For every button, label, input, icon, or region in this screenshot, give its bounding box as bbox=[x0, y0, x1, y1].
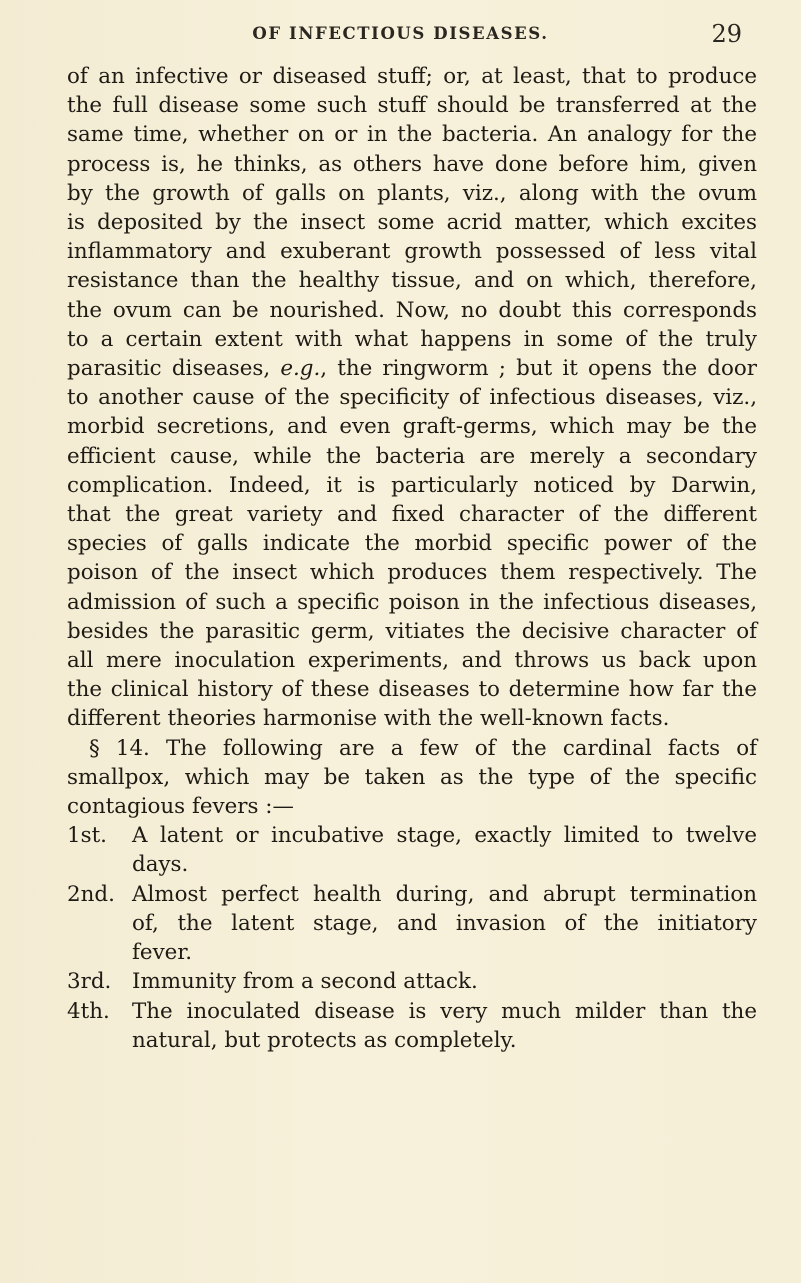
text-line: Immunity from a second attack. bbox=[132, 969, 478, 995]
text-line: that the great variety and fixed character of the different bbox=[67, 502, 757, 528]
text-line: resistance than the healthy tissue, and on which, therefore, bbox=[67, 268, 757, 294]
text-line: smallpox, which may be taken as the type of the specific bbox=[67, 764, 757, 790]
text-line: The inoculated disease is very much milder than the bbox=[132, 998, 757, 1024]
text-line: Almost perfect health during, and abrupt termination bbox=[132, 881, 757, 907]
text-line: different theories harmonise with the well-known facts. bbox=[67, 706, 670, 732]
facts-list bbox=[67, 821, 757, 1055]
list-ordinal: 3rd. bbox=[67, 969, 112, 995]
running-head: OF INFECTIOUS DISEASES. bbox=[252, 24, 549, 43]
list-item bbox=[67, 967, 757, 996]
text-line: is deposited by the insect some acrid matter, which excites bbox=[67, 210, 757, 236]
text-fragment: , the ringworm ; but it opens the door bbox=[320, 356, 757, 382]
list-ordinal: 2nd. bbox=[67, 881, 115, 907]
text-line: natural, but protects as completely. bbox=[132, 1027, 517, 1053]
text-line: complication. Indeed, it is particularly noticed by Darwin, bbox=[67, 472, 757, 498]
text-line-with-italic bbox=[67, 354, 757, 383]
paragraph-1 bbox=[67, 62, 757, 734]
body-text bbox=[67, 62, 757, 1055]
text-line: days. bbox=[132, 852, 189, 878]
text-line: by the growth of galls on plants, viz., along with the ovum bbox=[67, 180, 757, 206]
text-line: poison of the insect which produces them respectively. The bbox=[67, 560, 757, 586]
text-line: admission of such a specific poison in the infectious diseases, bbox=[67, 589, 757, 615]
list-ordinal: 1st. bbox=[67, 823, 107, 849]
text-line: of an infective or diseased stuff; or, at least, that to produce bbox=[67, 64, 757, 89]
text-line: inflammatory and exuberant growth possessed of less vital bbox=[67, 239, 757, 265]
text-line: the clinical history of these diseases to determine how far the bbox=[67, 677, 757, 703]
text-line: contagious fevers :— bbox=[67, 794, 294, 820]
text-line: same time, whether on or in the bacteria. An analogy for the bbox=[67, 122, 757, 148]
text-line: to a certain extent with what happens in some of the truly bbox=[67, 326, 757, 352]
text-line: besides the parasitic germ, vitiates the decisive character of bbox=[67, 618, 757, 644]
list-item bbox=[67, 997, 757, 1055]
paragraph-2 bbox=[67, 734, 757, 822]
text-line: morbid secretions, and even graft-germs, which may be the bbox=[67, 414, 757, 440]
text-fragment: parasitic diseases, bbox=[67, 356, 281, 382]
text-line: fever. bbox=[132, 940, 192, 966]
italic-abbreviation: e.g. bbox=[280, 356, 321, 382]
section-14-line: § 14. The following are a few of the cardinal facts of bbox=[89, 735, 757, 761]
text-line: the ovum can be nourished. Now, no doubt this corresponds bbox=[67, 297, 757, 323]
text-line: to another cause of the specificity of infectious diseases, viz., bbox=[67, 385, 757, 411]
list-item bbox=[67, 880, 757, 968]
text-line: process is, he thinks, as others have done before him, given bbox=[67, 151, 757, 177]
page-number: 29 bbox=[711, 20, 742, 48]
text-line: all mere inoculation experiments, and throws us back upon bbox=[67, 648, 757, 674]
text-line: efficient cause, while the bacteria are merely a secondary bbox=[67, 443, 757, 469]
text-line: A latent or incubative stage, exactly limited to twelve bbox=[132, 823, 757, 849]
list-ordinal: 4th. bbox=[67, 998, 110, 1024]
text-line: of, the latent stage, and invasion of the initiatory bbox=[132, 910, 757, 936]
list-item bbox=[67, 821, 757, 879]
text-line: species of galls indicate the morbid specific power of the bbox=[67, 531, 757, 557]
page-header bbox=[0, 20, 801, 50]
text-line: the full disease some such stuff should be transferred at the bbox=[67, 93, 757, 119]
